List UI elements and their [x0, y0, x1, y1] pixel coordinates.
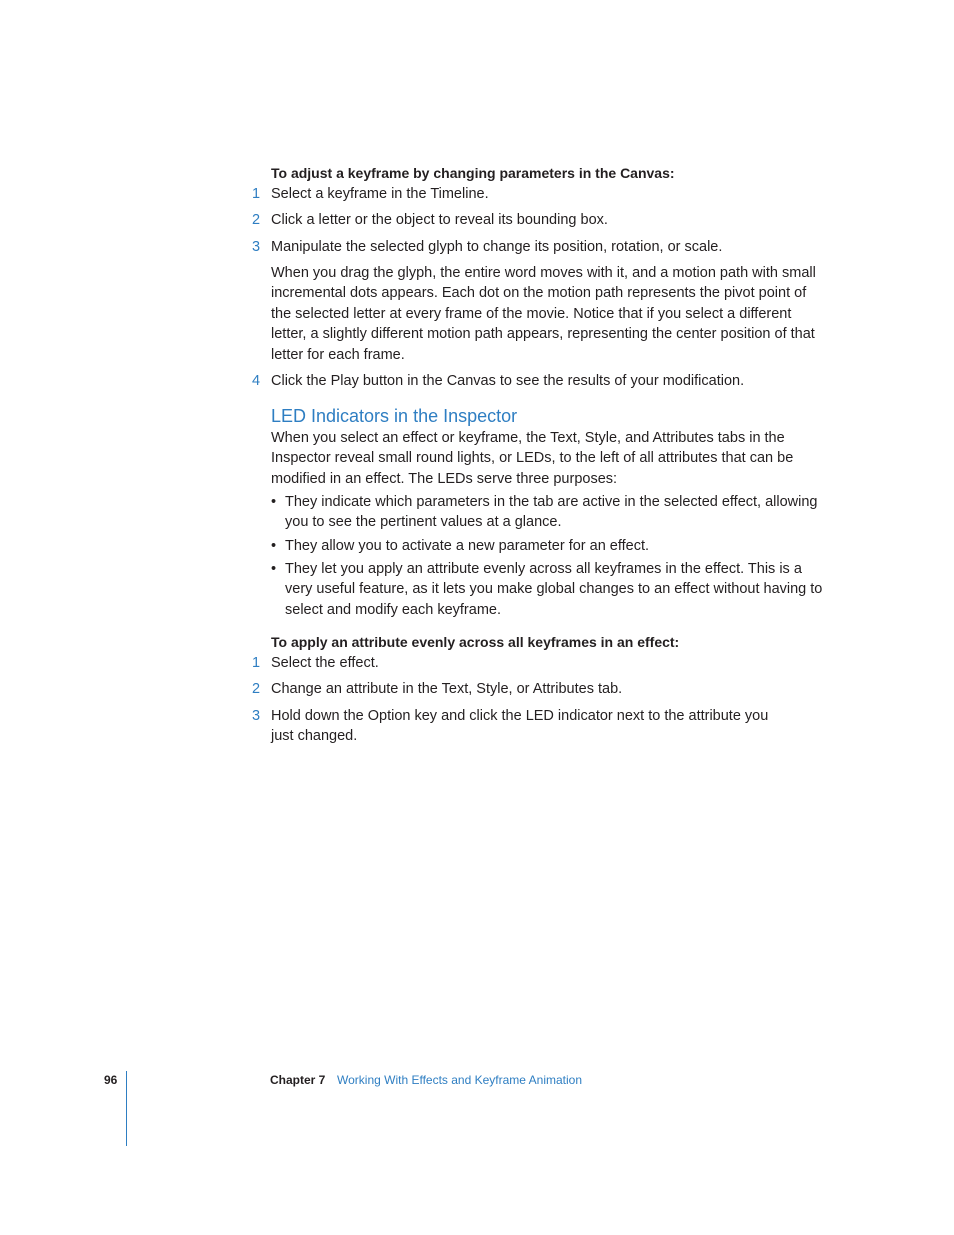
step-number: 1: [252, 655, 261, 671]
procedure-heading: To adjust a keyframe by changing parameters in the Canvas:: [271, 165, 675, 181]
section-intro: When you select an effect or keyframe, the Text, Style, and Attributes tabs in the Inspector reveal small round lights, or LEDs, to the left of all attributes that can be modified in an effect. The LEDs serve three purposes:: [271, 430, 794, 487]
step-number: 1: [252, 186, 261, 202]
page-number: 96: [104, 1073, 118, 1087]
chapter-title: Working With Effects and Keyframe Animation: [337, 1073, 582, 1087]
procedure-heading: To apply an attribute evenly across all keyframes in an effect:: [271, 634, 680, 650]
bullet-marker: •: [271, 561, 277, 577]
step-number: 3: [252, 708, 261, 724]
step-text: Manipulate the selected glyph to change its position, rotation, or scale.: [271, 239, 723, 255]
bullet-text: They allow you to activate a new parameter for an effect.: [285, 538, 650, 554]
bullet-marker: •: [271, 494, 277, 510]
step-number: 4: [252, 373, 261, 389]
chapter-label: Chapter 7: [270, 1073, 326, 1087]
section-heading: LED Indicators in the Inspector: [271, 406, 518, 426]
step-number: 2: [252, 212, 261, 228]
bullet-text: They let you apply an attribute evenly across all keyframes in the effect. This is a very useful feature, as it lets you make global changes to an effect without having to select and modify each keyframe.: [285, 561, 823, 618]
bullet-text: They indicate which parameters in the tab are active in the selected effect, allowing you to see the pertinent values at a glance.: [285, 494, 818, 531]
step-text: Hold down the Option key and click the LED indicator next to the attribute you just changed.: [271, 708, 769, 745]
bullet-marker: •: [271, 538, 277, 554]
step-number: 3: [252, 239, 261, 255]
step-number: 2: [252, 681, 261, 697]
step-text: Click a letter or the object to reveal its bounding box.: [271, 212, 608, 228]
step-text: Select a keyframe in the Timeline.: [271, 186, 489, 202]
step-text: Change an attribute in the Text, Style, or Attributes tab.: [271, 681, 623, 697]
step-note: When you drag the glyph, the entire word moves with it, and a motion path with small incremental dots appears. Each dot on the motion path represents the pivot point of the selected letter at every frame of the movie. Notice that if you select a different letter, a slightly different motion path appears, representing the center position of that letter for each frame.: [271, 265, 816, 363]
footer-divider: [126, 1071, 127, 1146]
step-text: Click the Play button in the Canvas to see the results of your modification.: [271, 373, 745, 389]
step-text: Select the effect.: [271, 655, 379, 671]
